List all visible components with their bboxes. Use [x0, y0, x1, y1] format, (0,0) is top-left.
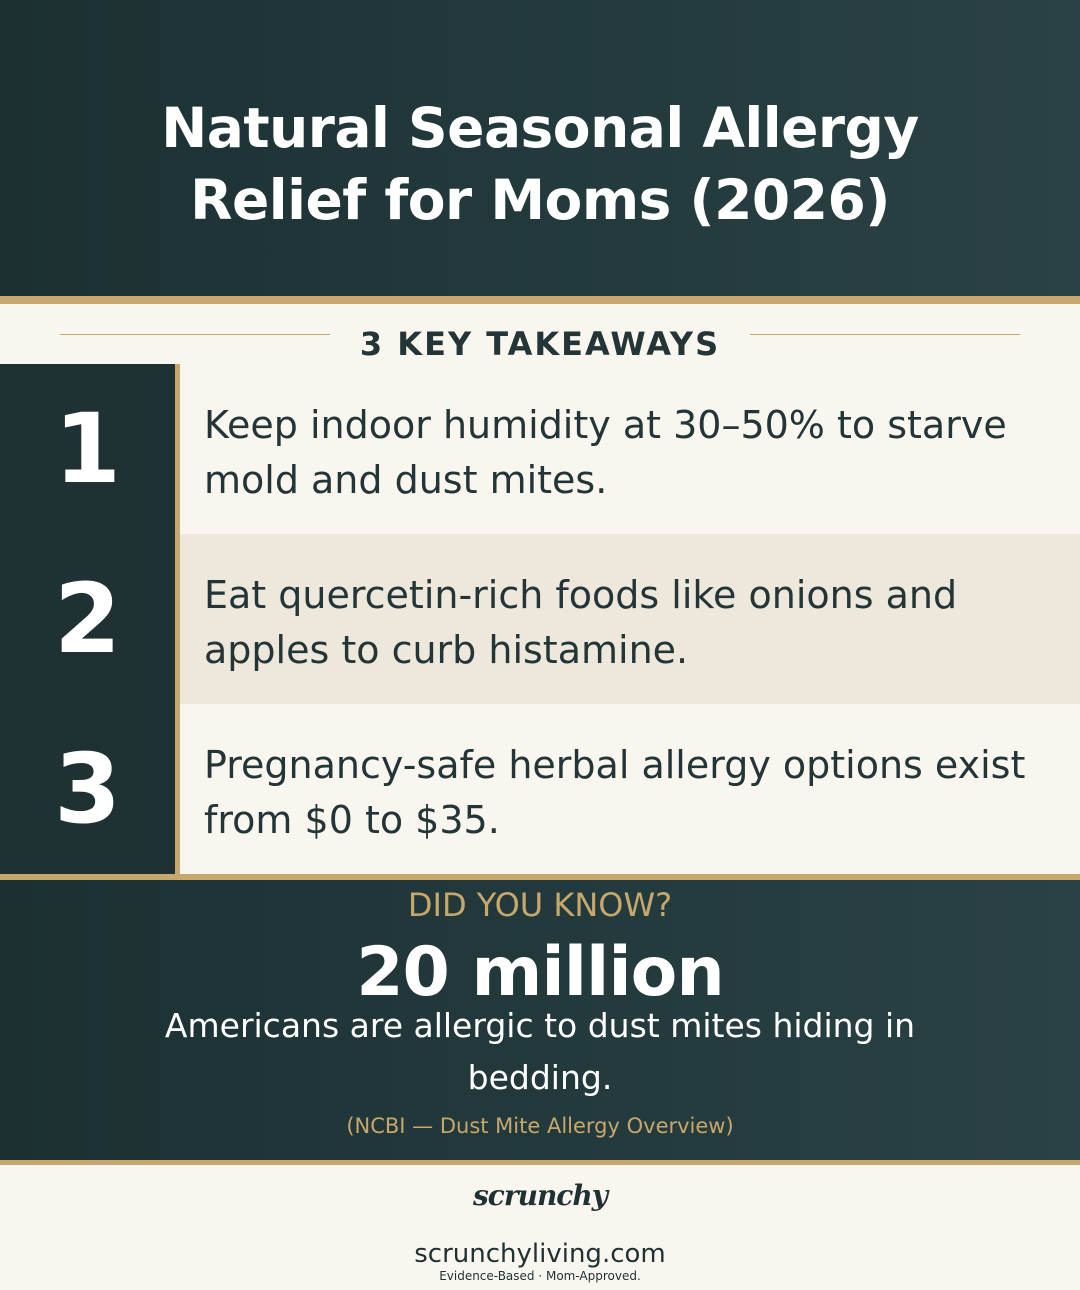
takeaway-number-1: 1: [54, 393, 121, 505]
did-you-know-label: DID YOU KNOW?: [407, 886, 673, 924]
takeaway-row-2: [180, 534, 1080, 704]
footer-divider: [0, 1160, 1080, 1165]
did-you-know-source: (NCBI — Dust Mite Allergy Overview): [346, 1114, 734, 1138]
page-title: [0, 92, 1080, 236]
footer-url: scrunchyliving.com: [414, 1239, 666, 1269]
brand-logo: scrunchy: [473, 1179, 607, 1212]
takeaway-number-2: 2: [54, 563, 121, 675]
page-title-line-2: Relief for Moms (2026): [190, 168, 890, 232]
page-title-line-1: Natural Seasonal Allergy: [161, 96, 919, 160]
takeaway-number-3: 3: [54, 733, 121, 845]
did-you-know-text: Americans are allergic to dust mites hiding in bedding.: [164, 1006, 916, 1097]
footer-tagline: Evidence-Based · Mom-Approved.: [439, 1269, 641, 1283]
takeaway-row-1: [180, 364, 1080, 534]
takeaway-text: Pregnancy-safe herbal allergy options exist from $0 to $35.: [204, 743, 1026, 842]
takeaways-heading: 3 KEY TAKEAWAYS: [359, 325, 721, 363]
did-you-know-stat: 20 million: [356, 933, 724, 1012]
takeaway-row-3: [180, 704, 1080, 874]
header-divider: [0, 296, 1080, 304]
takeaway-text: Keep indoor humidity at 30–50% to starve mold and dust mites.: [204, 403, 1007, 502]
takeaway-text: Eat quercetin-rich foods like onions and apples to curb histamine.: [204, 573, 958, 672]
